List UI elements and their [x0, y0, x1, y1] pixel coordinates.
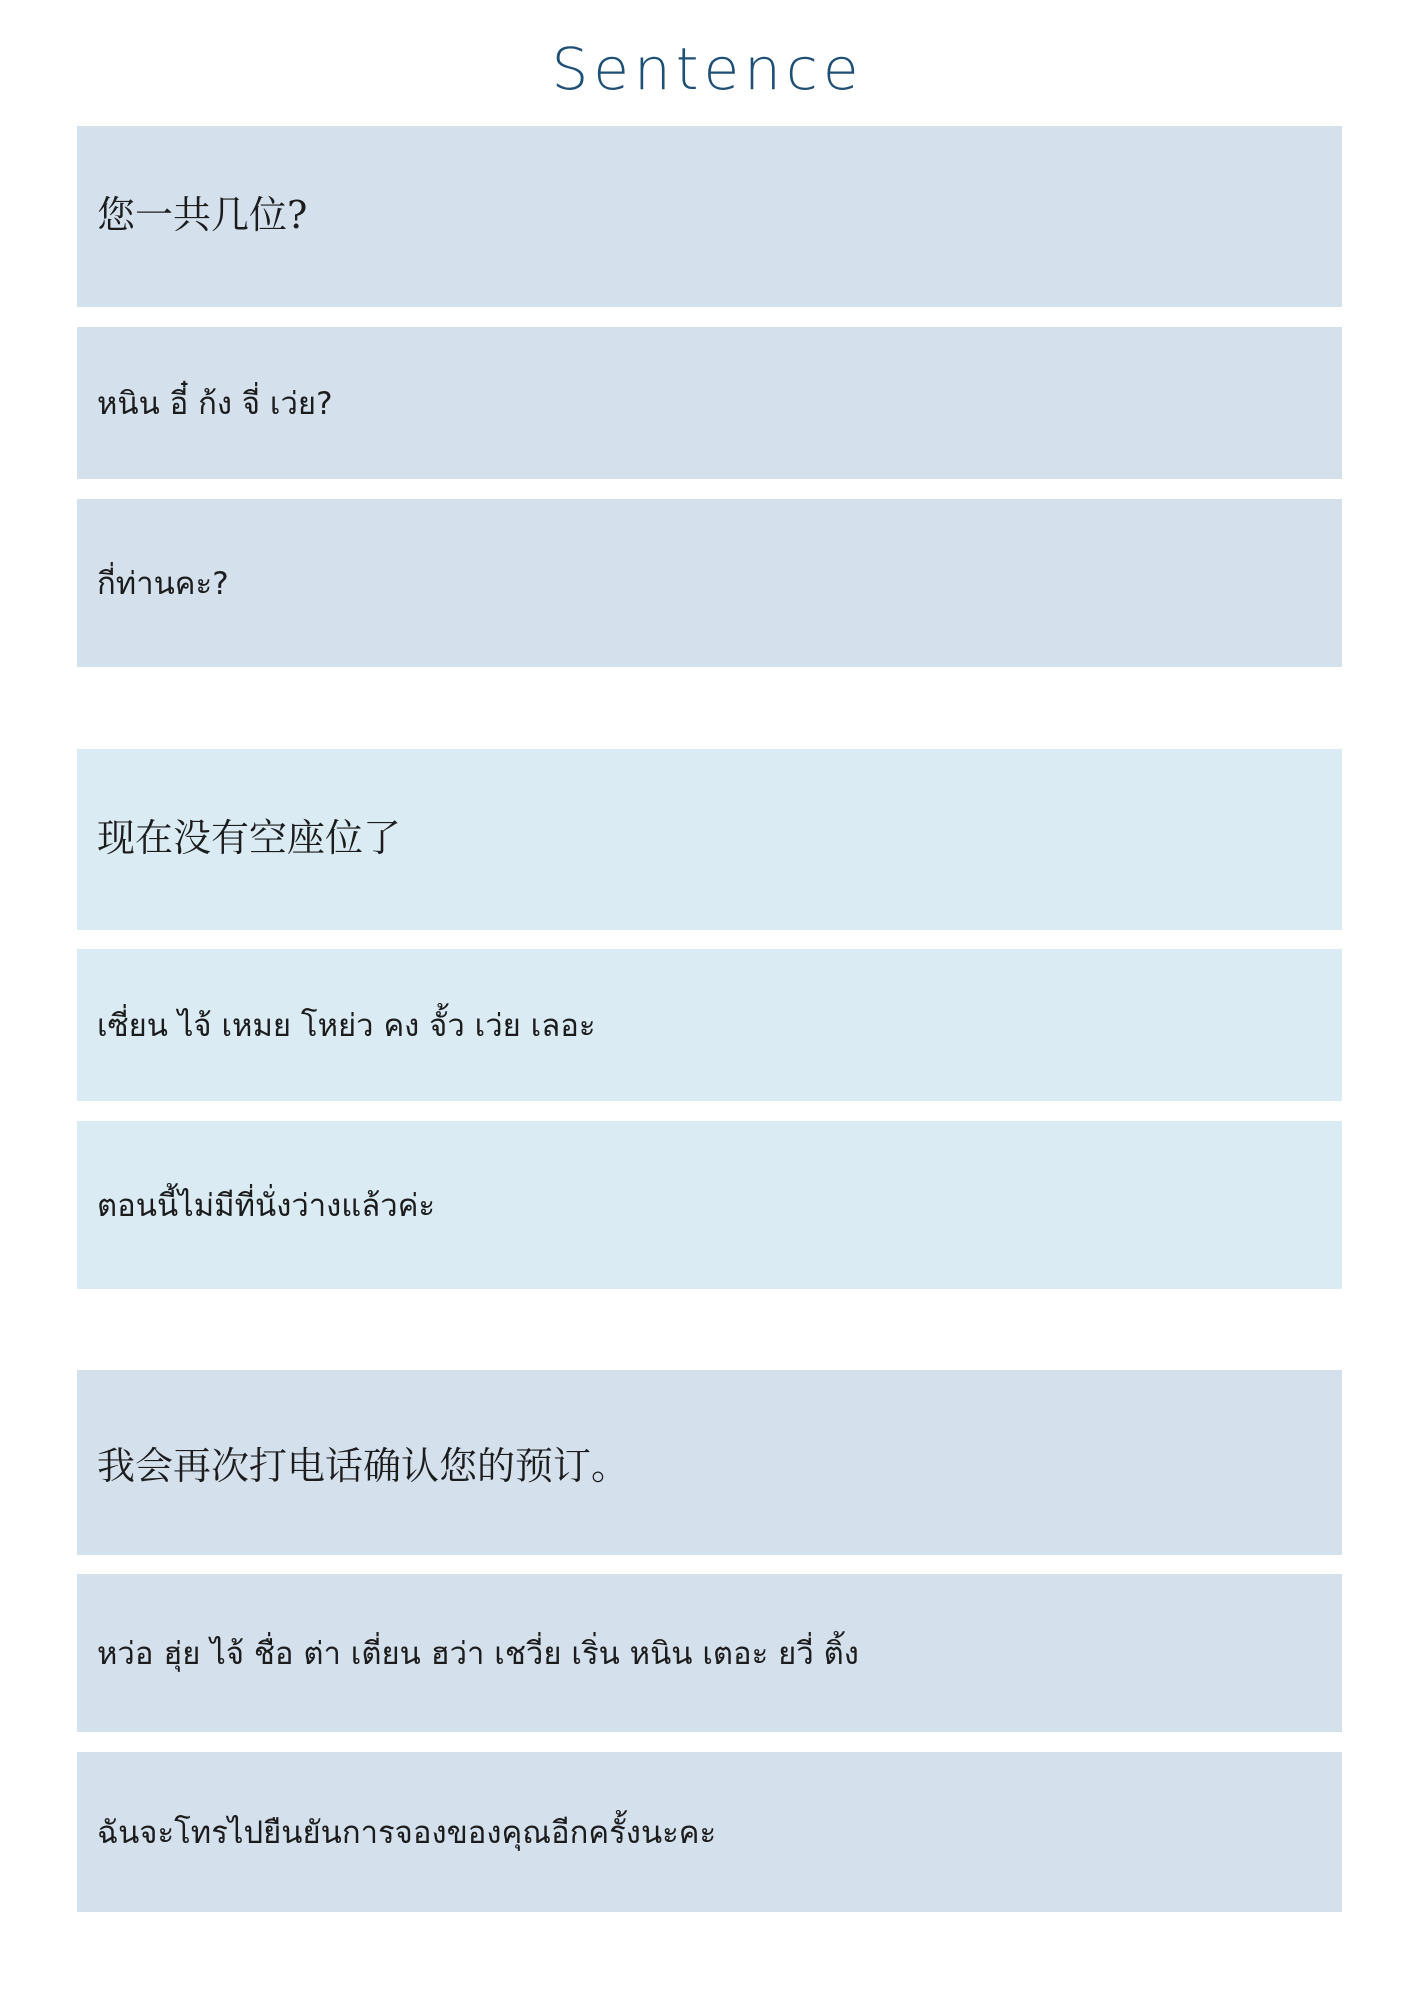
sentence-card-chinese — [77, 749, 1342, 930]
sentence-card-transliteration — [77, 1574, 1342, 1732]
transliteration-text: หว่อ ฮุ่ย ไจ้ ชื่อ ต่า เตี่ยน ฮว่า เชวี่ย เริ่น หนิน เตอะ ยวี่ ติ้ง — [97, 1636, 859, 1672]
sentence-card-transliteration — [77, 327, 1342, 479]
page-title: Sentence — [551, 35, 864, 103]
thai-translation: ฉันจะโทรไปยืนยันการจองของคุณอีกครั้งนะคะ — [97, 1815, 717, 1851]
sentence-card-thai — [77, 1752, 1342, 1912]
transliteration-text: เซี่ยน ไจ้ เหมย โหย่ว คง จั้ว เว่ย เลอะ — [97, 1008, 596, 1044]
sentence-card-thai — [77, 1121, 1342, 1289]
chinese-sentence: 我会再次打电话确认您的预订。 — [97, 1444, 630, 1488]
sentence-card-chinese — [77, 1370, 1342, 1555]
sentence-card-transliteration — [77, 949, 1342, 1101]
sentence-card-chinese — [77, 126, 1342, 307]
chinese-sentence: 现在没有空座位了 — [97, 816, 402, 860]
thai-translation: กี่ท่านคะ? — [97, 566, 229, 602]
thai-translation: ตอนนี้ไม่มีที่นั่งว่างแล้วค่ะ — [97, 1188, 436, 1224]
sentence-card-thai — [77, 499, 1342, 667]
transliteration-text: หนิน อี๋ ก้ง จี่ เว่ย? — [97, 386, 333, 422]
chinese-sentence: 您一共几位? — [97, 193, 308, 237]
